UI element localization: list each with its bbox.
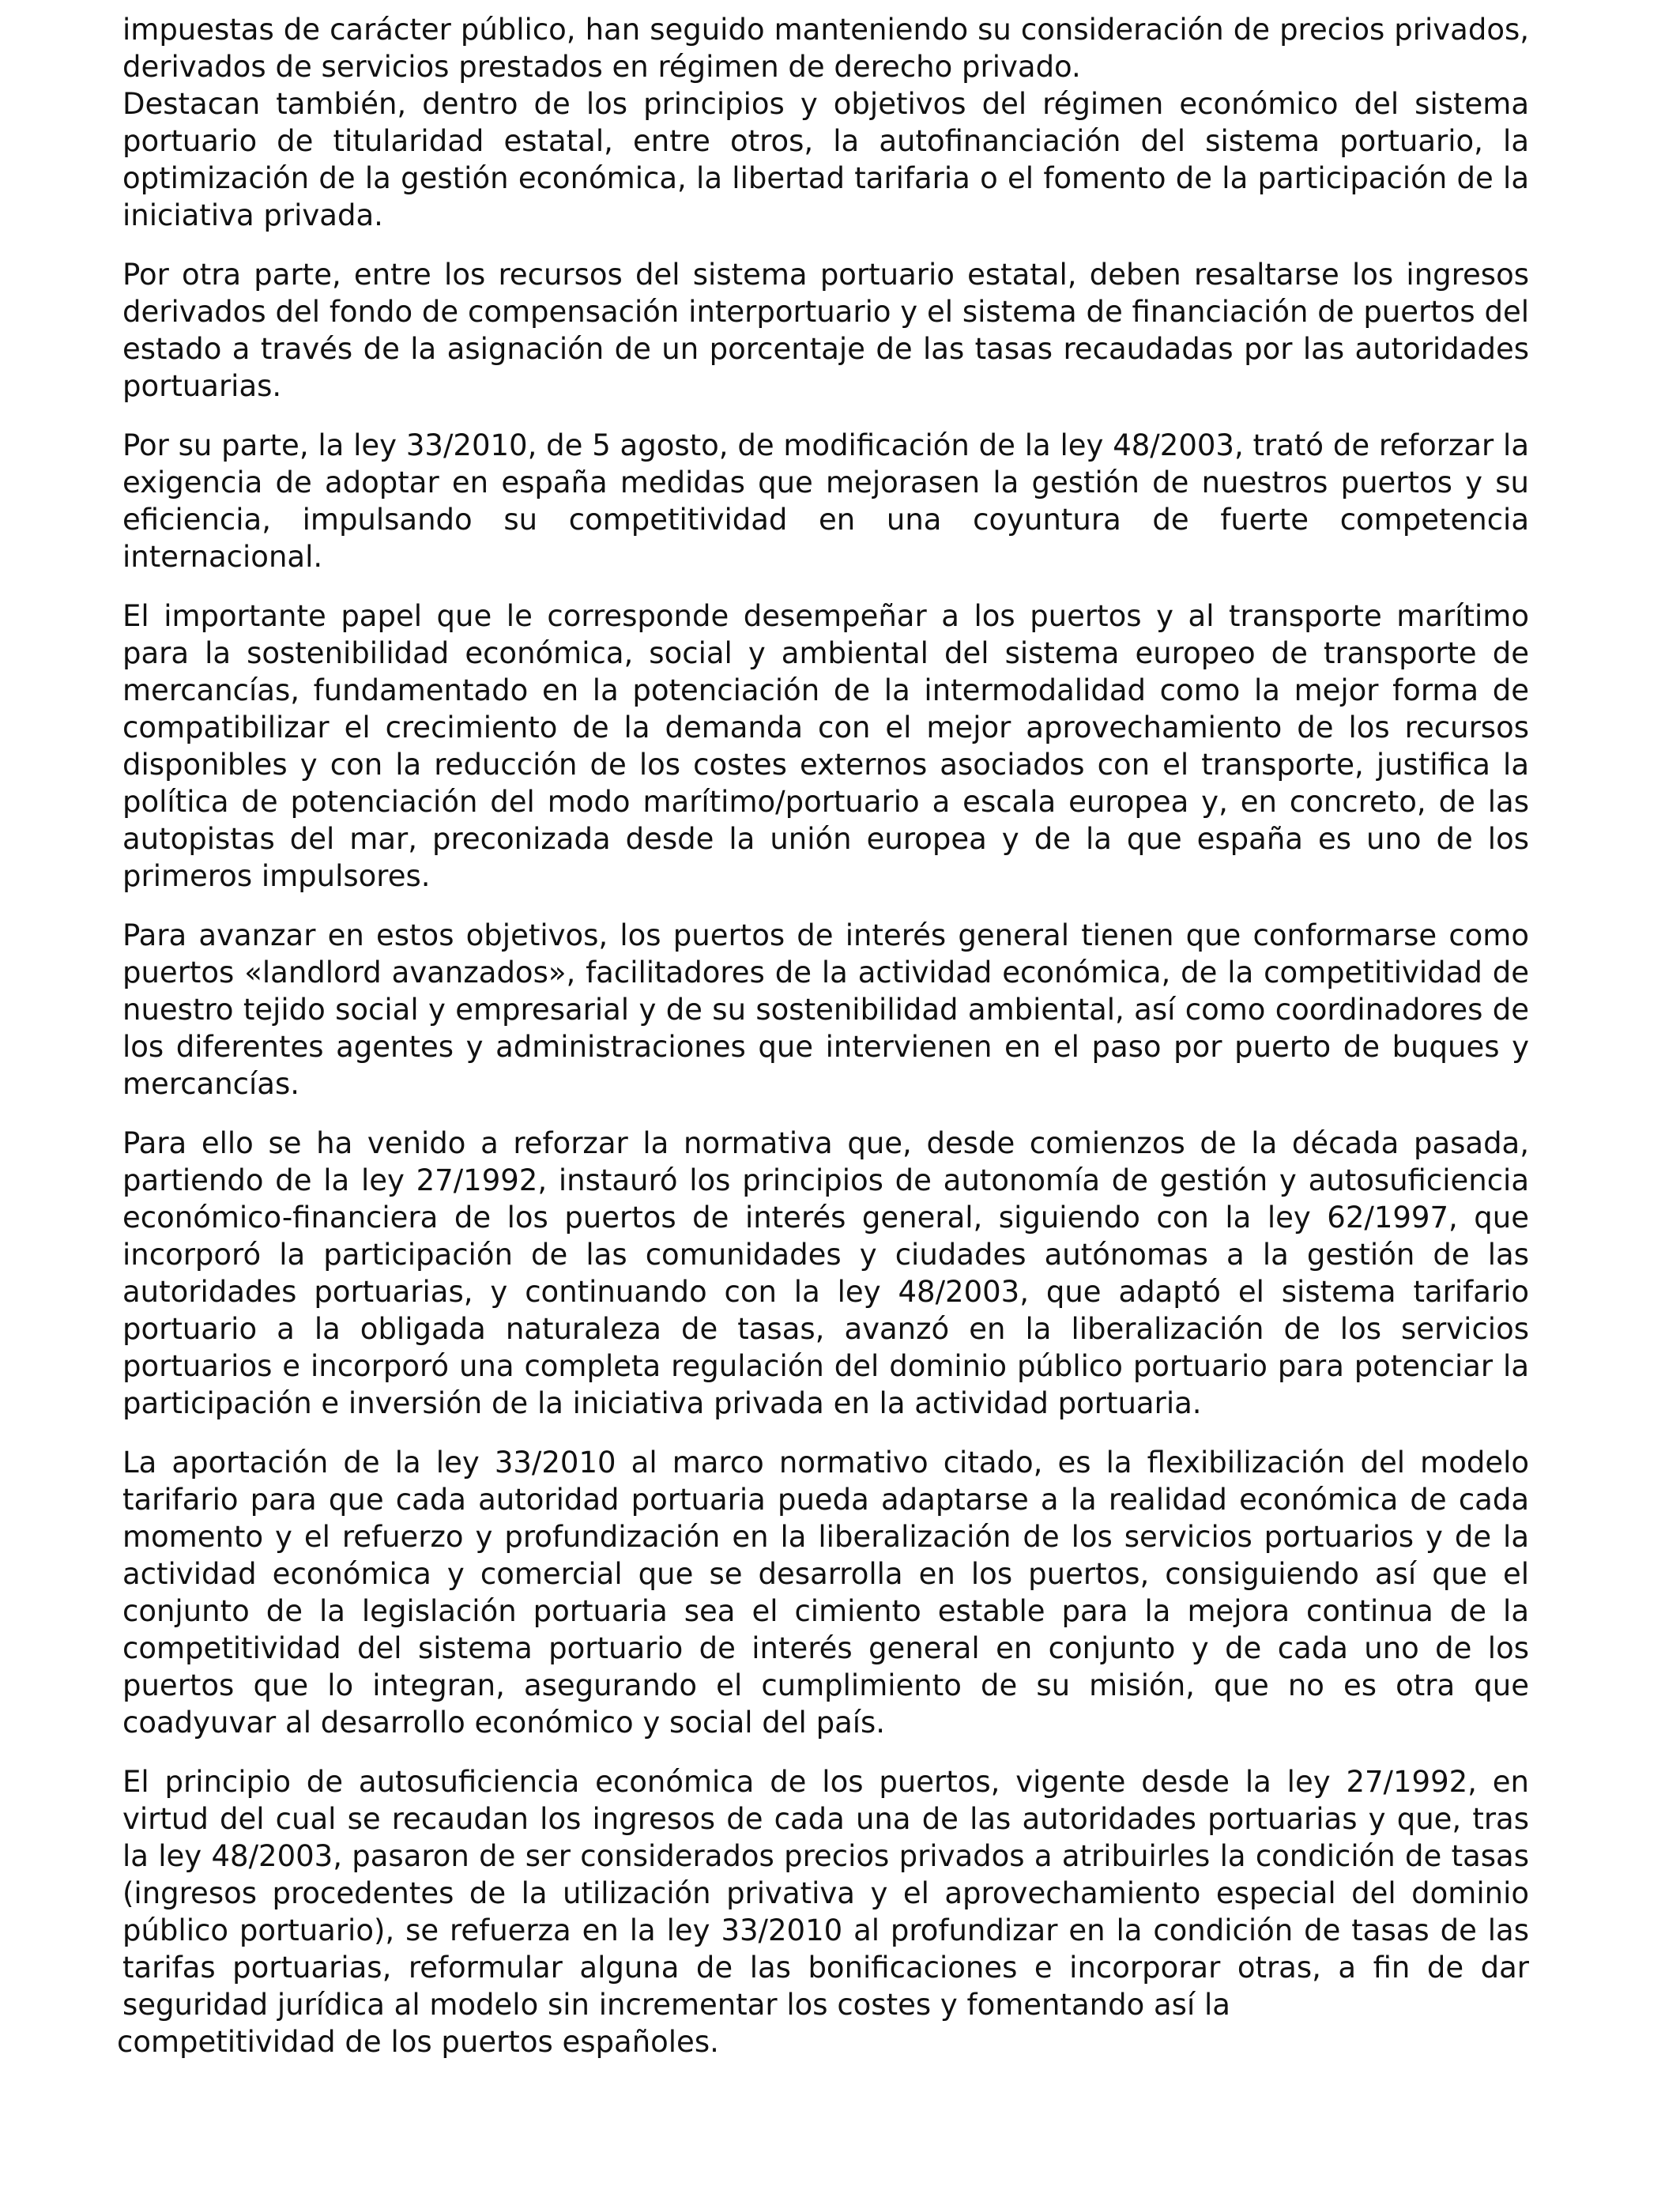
paragraph-5: El importante papel que le corresponde desempeñar a los puertos y al transporte marítimo para la sostenibilidad económica, social y ambiental del sistema europeo de transporte de mercancías, fundamentado en la potenciación de la intermodalidad como la mejor forma de compatibilizar el crecimiento de la demanda con el mejor aprovechamiento de los recursos disponibles y con la reducción de los costes externos asociados con el transporte, justifica la política de potenciación del modo marítimo/portuario a escala europea y, en concreto, de las autopistas del mar, preconizada desde la unión europea y de la que españa es uno de los primeros impulsores. (122, 599, 1529, 893)
paragraph-9-last-line: competitividad de los puertos españoles. (117, 2025, 719, 2059)
paragraph-6: Para avanzar en estos objetivos, los puertos de interés general tienen que conformarse como puertos «landlord avanzados», facilitadores de la actividad económica, de la competitividad de nuestro tejido social y empresarial y de su sostenibilidad ambiental, así como coordinadores de los diferentes agentes y administraciones que intervienen en el paso por puerto de buques y mercancías. (122, 918, 1529, 1101)
paragraph-4: Por su parte, la ley 33/2010, de 5 agosto, de modificación de la ley 48/2003, trató de reforzar la exigencia de adoptar en españa medidas que mejorasen la gestión de nuestros puertos y su eficiencia, impulsando su competitividad en una coyuntura de fuerte competencia internacional. (122, 428, 1529, 574)
paragraph-7: Para ello se ha venido a reforzar la normativa que, desde comienzos de la década pasada, partiendo de la ley 27/1992, instauró los principios de autonomía de gestión y autosuficiencia económico-financiera de los puertos de interés general, siguiendo con la ley 62/1997, que incorporó la participación de las comunidades y ciudades autónomas a la gestión de las autoridades portuarias, y continuando con la ley 48/2003, que adaptó el sistema tarifario portuario a la obligada naturaleza de tasas, avanzó en la liberalización de los servicios portuarios e incorporó una completa regulación del dominio público portuario para potenciar la participación e inversión de la iniciativa privada en la actividad portuaria. (122, 1126, 1529, 1420)
paragraph-9: El principio de autosuficiencia económica de los puertos, vigente desde la ley 27/1992, en virtud del cual se recaudan los ingresos de cada una de las autoridades portuarias y que, tras la ley 48/2003, pasaron de ser considerados precios privados a atribuirles la condición de tasas (ingresos procedentes de la utilización privativa y el aprovechamiento especial del dominio público portuario), se refuerza en la ley 33/2010 al profundizar en la condición de tasas de las tarifas portuarias, reformular alguna de las bonificaciones e incorporar otras, a fin de dar seguridad jurídica al modelo sin incrementar los costes y fomentando así la (122, 1765, 1529, 2022)
paragraph-3: Por otra parte, entre los recursos del sistema portuario estatal, deben resaltarse los ingresos derivados del fondo de compensación interportuario y el sistema de financiación de puertos del estado a través de la asignación de un porcentaje de las tasas recaudadas por las autoridades portuarias. (122, 258, 1529, 403)
paragraph-1: impuestas de carácter público, han seguido manteniendo su consideración de precios privados, derivados de servicios prestados en régimen de derecho privado. (122, 13, 1529, 84)
document-page (117, 11, 1529, 2060)
paragraph-8: La aportación de la ley 33/2010 al marco normativo citado, es la flexibilización del modelo tarifario para que cada autoridad portuaria pueda adaptarse a la realidad económica de cada momento y el refuerzo y profundización en la liberalización de los servicios portuarios y de la actividad económica y comercial que se desarrolla en los puertos, consiguiendo así que el conjunto de la legislación portuaria sea el cimiento estable para la mejora continua de la competitividad del sistema portuario de interés general en conjunto y de cada uno de los puertos que lo integran, asegurando el cumplimiento de su misión, que no es otra que coadyuvar al desarrollo económico y social del país. (122, 1446, 1529, 1740)
paragraph-2: Destacan también, dentro de los principios y objetivos del régimen económico del sistema portuario de titularidad estatal, entre otros, la autofinanciación del sistema portuario, la optimización de la gestión económica, la libertad tarifaria o el fomento de la participación de la iniciativa privada. (122, 87, 1529, 232)
